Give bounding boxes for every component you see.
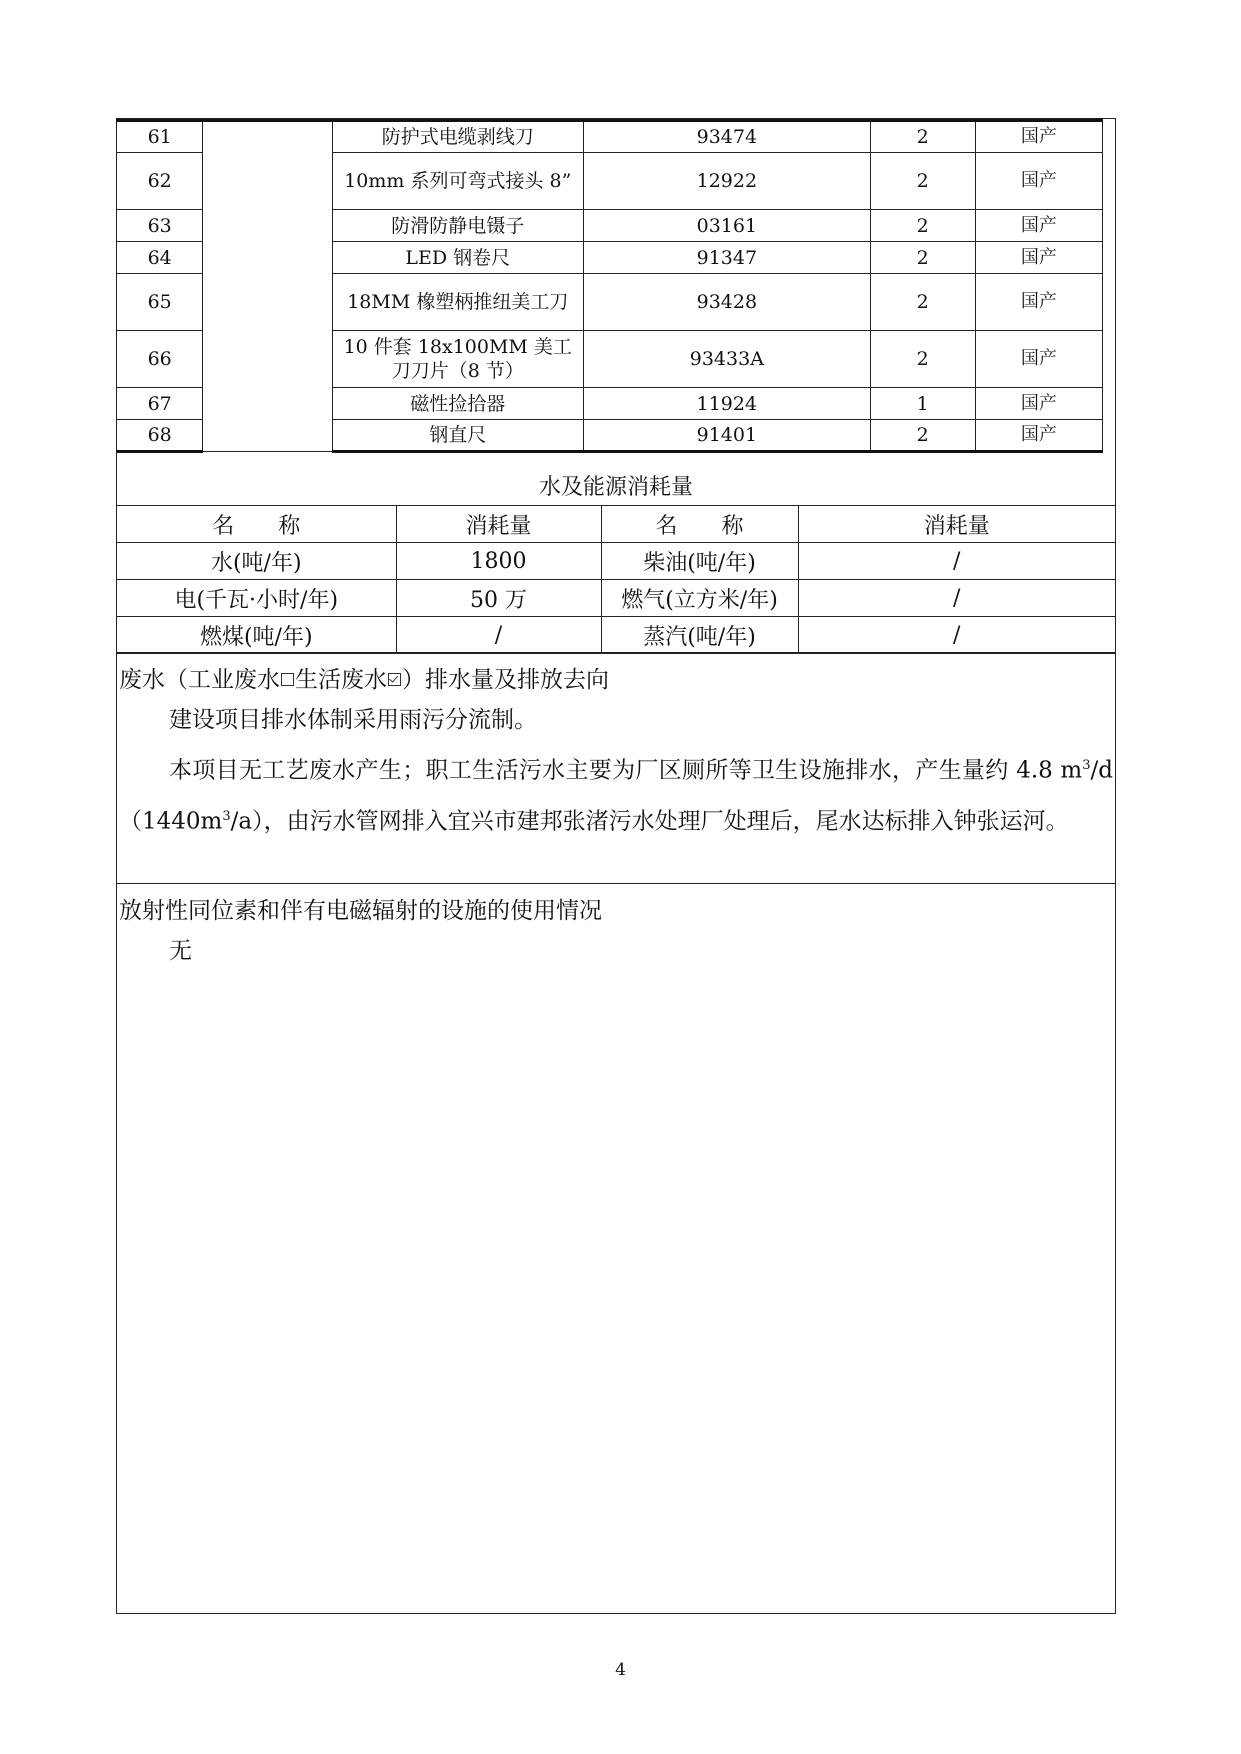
column-header: 消耗量 (798, 506, 1115, 543)
equipment-quantity: 1 (870, 388, 975, 420)
equipment-model: 03161 (583, 210, 870, 242)
industrial-wastewater-checkbox[interactable] (281, 673, 294, 686)
row-number: 66 (117, 331, 203, 388)
radiation-section-title: 放射性同位素和伴有电磁辐射的设施的使用情况 (119, 898, 602, 924)
table-row (117, 543, 1115, 580)
equipment-quantity: 2 (870, 210, 975, 242)
column-header: 名 称 (117, 506, 396, 543)
equipment-origin: 国产 (975, 210, 1102, 242)
equipment-origin: 国产 (975, 331, 1102, 388)
equipment-name: 10mm 系列可弯式接头 8” (332, 153, 583, 210)
equipment-model: 11924 (583, 388, 870, 420)
resource-consumption: / (798, 580, 1115, 617)
equipment-quantity: 2 (870, 420, 975, 452)
row-number: 65 (117, 274, 203, 331)
table-row (117, 617, 1115, 654)
resource-consumption: / (396, 617, 601, 654)
drainage-system-paragraph: 建设项目排水体制采用雨污分流制。 (169, 707, 537, 733)
resource-name: 柴油(吨/年) (601, 543, 798, 580)
wastewater-description-paragraph: 本项目无工艺废水产生；职工生活污水主要为厂区厕所等卫生设施排水，产生量约 4.8 $m^3/d(1440m^3/a)$，由污水管网排入宜兴市建邦张渚污水处理厂处理后，尾水达标排入钟张运河。 (119, 757, 1113, 835)
radiation-section (117, 884, 1115, 1613)
page-number: 4 (615, 1660, 626, 1680)
resource-consumption: / (798, 543, 1115, 580)
resource-name: 燃煤(吨/年) (117, 617, 396, 654)
equipment-quantity: 2 (870, 242, 975, 274)
resource-name: 燃气(立方米/年) (601, 580, 798, 617)
row-number: 61 (117, 121, 203, 153)
row-number: 68 (117, 420, 203, 452)
row-number: 67 (117, 388, 203, 420)
equipment-model: 91401 (583, 420, 870, 452)
row-number: 62 (117, 153, 203, 210)
equipment-table (117, 119, 1103, 453)
resource-name: 电(千瓦·小时/年) (117, 580, 396, 617)
category-cell (203, 121, 332, 452)
table-row (117, 580, 1115, 617)
page-frame (116, 118, 1116, 1614)
equipment-model: 12922 (583, 153, 870, 210)
table-row (117, 121, 1103, 153)
equipment-origin: 国产 (975, 420, 1102, 452)
equipment-origin: 国产 (975, 388, 1102, 420)
wastewater-section (117, 652, 1115, 884)
column-header: 名 称 (601, 506, 798, 543)
equipment-model: 93433A (583, 331, 870, 388)
resource-consumption: 50 万 (396, 580, 601, 617)
equipment-name: 10 件套 18x100MM 美工刀刀片（8 节） (332, 331, 583, 388)
equipment-quantity: 2 (870, 331, 975, 388)
equipment-name: 18MM 橡塑柄推纽美工刀 (332, 274, 583, 331)
radiation-content: 无 (169, 938, 192, 964)
energy-table (117, 506, 1115, 654)
equipment-origin: 国产 (975, 274, 1102, 331)
resource-name: 蒸汽(吨/年) (601, 617, 798, 654)
equipment-name: LED 钢卷尺 (332, 242, 583, 274)
equipment-model: 93428 (583, 274, 870, 331)
resource-consumption: 1800 (396, 543, 601, 580)
equipment-name: 防护式电缆剥线刀 (332, 121, 583, 153)
equipment-origin: 国产 (975, 121, 1102, 153)
equipment-model: 93474 (583, 121, 870, 153)
row-number: 63 (117, 210, 203, 242)
equipment-model: 91347 (583, 242, 870, 274)
equipment-quantity: 2 (870, 153, 975, 210)
column-header: 消耗量 (396, 506, 601, 543)
equipment-origin: 国产 (975, 242, 1102, 274)
equipment-quantity: 2 (870, 274, 975, 331)
equipment-quantity: 2 (870, 121, 975, 153)
equipment-name: 防滑防静电镊子 (332, 210, 583, 242)
row-number: 64 (117, 242, 203, 274)
resource-name: 水(吨/年) (117, 543, 396, 580)
table-header-row (117, 506, 1115, 543)
domestic-wastewater-checkbox[interactable] (388, 673, 401, 686)
energy-section-title: 水及能源消耗量 (117, 470, 1115, 506)
equipment-name: 钢直尺 (332, 420, 583, 452)
resource-consumption: / (798, 617, 1115, 654)
equipment-name: 磁性捡拾器 (332, 388, 583, 420)
wastewater-section-title: 废水（工业废水 生活废水 ）排水量及排放去向 (119, 667, 609, 693)
equipment-origin: 国产 (975, 153, 1102, 210)
